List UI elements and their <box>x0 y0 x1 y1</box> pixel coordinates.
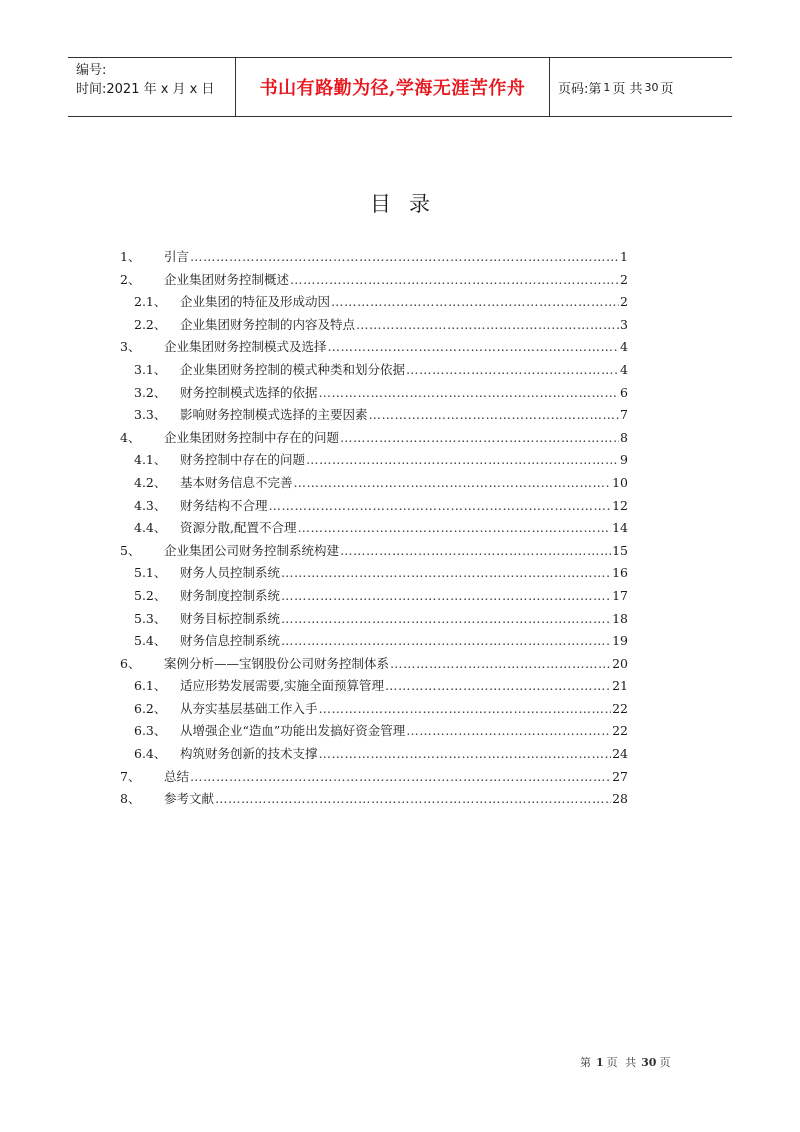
header-time-label: 时间:2021 年 x 月 x 日 <box>76 82 215 97</box>
toc-entry-label: 企业集团公司财务控制系统构建 <box>164 542 340 558</box>
toc-entry-label: 总结 <box>164 768 190 784</box>
header-meta-cell <box>68 58 236 116</box>
toc-entry-label: 财务人员控制系统 <box>180 565 281 581</box>
toc-entry-page: 22 <box>612 723 628 739</box>
footer-prefix: 第 <box>580 1056 593 1069</box>
footer-total: 30 <box>641 1056 657 1069</box>
toc-entry[interactable] <box>120 631 628 654</box>
toc-entry-page: 15 <box>612 542 628 558</box>
toc-entry-label: 企业集团财务控制的模式种类和划分依据 <box>180 361 406 377</box>
toc-entry-label: 企业集团的特征及形成动因 <box>180 294 331 310</box>
toc-entry-number: 6.4、 <box>134 746 167 762</box>
toc-entry-page: 3 <box>620 316 628 332</box>
toc-entry-page: 2 <box>620 294 628 310</box>
toc-entry-label: 影响财务控制模式选择的主要因素 <box>180 407 368 423</box>
toc-dot-leader <box>319 701 612 716</box>
toc-entry-number: 4.1、 <box>134 452 167 468</box>
toc-entry[interactable] <box>120 473 628 496</box>
footer-mid: 页 共 <box>606 1056 639 1069</box>
toc-entry-number: 5、 <box>120 542 141 558</box>
toc-entry[interactable] <box>120 586 628 609</box>
toc-entry-page: 19 <box>612 633 628 649</box>
toc-entry-page: 10 <box>612 474 628 490</box>
toc-entry-page: 2 <box>620 271 628 287</box>
toc-dot-leader <box>340 543 611 558</box>
toc-entry[interactable] <box>120 767 628 790</box>
toc-entry-label: 企业集团财务控制概述 <box>164 271 290 287</box>
toc-entry-number: 6.3、 <box>134 723 167 739</box>
footer-suffix: 页 <box>659 1056 673 1069</box>
toc-dot-leader <box>290 272 619 287</box>
toc-entry-page: 4 <box>620 339 628 355</box>
toc-entry-number: 2.1、 <box>134 294 167 310</box>
toc-entry-page: 7 <box>620 407 628 423</box>
toc-entry-label: 适应形势发展需要,实施全面预算管理 <box>180 678 384 694</box>
toc-entry[interactable] <box>120 518 628 541</box>
header-page-mid: 页 共 <box>612 81 643 97</box>
toc-dot-leader <box>328 339 620 354</box>
toc-entry-number: 4.3、 <box>134 497 167 513</box>
toc-entry-page: 18 <box>612 610 628 626</box>
toc-dot-leader <box>406 723 611 738</box>
toc-entry[interactable] <box>120 383 628 406</box>
toc-dot-leader <box>297 520 611 535</box>
toc-entry-page: 6 <box>620 384 628 400</box>
toc-entry-label: 企业集团财务控制的内容及特点 <box>180 316 356 332</box>
toc-dot-leader <box>319 746 612 761</box>
toc-entry-label: 财务信息控制系统 <box>180 633 281 649</box>
toc-entry[interactable] <box>120 337 628 360</box>
header-page-total: 30 <box>644 80 659 94</box>
toc-dot-leader <box>369 407 620 422</box>
header-motto-cell <box>236 58 550 116</box>
toc-entry-page: 28 <box>612 791 628 807</box>
toc-dot-leader <box>281 588 611 603</box>
toc-entry[interactable] <box>120 721 628 744</box>
header-page-suffix: 页 <box>660 81 674 97</box>
toc-entry-label: 参考文献 <box>164 791 215 807</box>
toc-dot-leader <box>340 430 619 445</box>
toc-entry[interactable] <box>120 428 628 451</box>
toc-entry-label: 财务控制中存在的问题 <box>180 452 306 468</box>
toc-entry-number: 2.2、 <box>134 316 167 332</box>
toc-entry-page: 20 <box>612 655 628 671</box>
toc-dot-leader <box>294 475 612 490</box>
toc-entry-label: 从增强企业“造血”功能出发搞好资金管理 <box>180 723 406 739</box>
toc-entry-label: 企业集团财务控制中存在的问题 <box>164 429 340 445</box>
toc-entry-number: 6、 <box>120 655 141 671</box>
toc-entry-number: 5.4、 <box>134 633 167 649</box>
toc-dot-leader <box>390 656 611 671</box>
toc-entry-page: 22 <box>612 700 628 716</box>
footer-current: 1 <box>596 1056 604 1069</box>
toc-entry-number: 3.3、 <box>134 407 167 423</box>
toc-entry[interactable] <box>120 496 628 519</box>
toc-entry-label: 从夯实基层基础工作入手 <box>180 700 318 716</box>
header-page-prefix: 页码:第 <box>558 81 602 97</box>
toc-entry[interactable] <box>120 699 628 722</box>
toc-dot-leader <box>319 385 620 400</box>
toc-entry[interactable] <box>120 247 628 270</box>
toc-dot-leader <box>269 498 612 513</box>
toc-dot-leader <box>281 633 611 648</box>
toc-entry-label: 案例分析——宝钢股份公司财务控制体系 <box>164 655 390 671</box>
toc-dot-leader <box>190 769 611 784</box>
toc-entry-number: 3.1、 <box>134 361 167 377</box>
toc-entry-page: 16 <box>612 565 628 581</box>
toc-dot-leader <box>331 294 619 309</box>
toc-entry-label: 资源分散,配置不合理 <box>180 520 297 536</box>
table-of-contents <box>120 247 628 812</box>
toc-entry[interactable] <box>120 563 628 586</box>
toc-entry-number: 6.2、 <box>134 700 167 716</box>
toc-entry-label: 构筑财务创新的技术支撑 <box>180 746 318 762</box>
header-page-current: 1 <box>603 80 611 94</box>
toc-entry[interactable] <box>120 676 628 699</box>
toc-entry-page: 12 <box>612 497 628 513</box>
toc-entry-page: 8 <box>620 429 628 445</box>
toc-entry[interactable] <box>120 315 628 338</box>
toc-entry-number: 2、 <box>120 271 141 287</box>
toc-entry-page: 9 <box>620 452 628 468</box>
toc-entry-number: 7、 <box>120 768 141 784</box>
toc-entry-label: 财务结构不合理 <box>180 497 268 513</box>
toc-entry-label: 基本财务信息不完善 <box>180 474 293 490</box>
toc-dot-leader <box>281 565 611 580</box>
toc-entry-page: 17 <box>612 587 628 603</box>
document-header <box>68 57 732 117</box>
toc-entry-number: 3.2、 <box>134 384 167 400</box>
header-motto: 书山有路勤为径,学海无涯苦作舟 <box>259 78 526 99</box>
toc-dot-leader <box>385 678 611 693</box>
header-number-label: 编号: <box>76 63 107 78</box>
toc-entry-number: 8、 <box>120 791 141 807</box>
toc-entry[interactable] <box>120 541 628 564</box>
toc-entry-page: 1 <box>620 249 628 264</box>
toc-entry-page: 27 <box>612 768 628 784</box>
toc-dot-leader <box>281 611 611 626</box>
toc-entry-label: 财务目标控制系统 <box>180 610 281 626</box>
toc-entry-number: 5.1、 <box>134 565 167 581</box>
header-page-cell <box>550 58 732 116</box>
toc-entry[interactable] <box>120 744 628 767</box>
toc-dot-leader <box>190 249 619 264</box>
toc-entry-number: 6.1、 <box>134 678 167 694</box>
toc-entry-number: 4.2、 <box>134 474 167 490</box>
toc-entry-number: 5.2、 <box>134 587 167 603</box>
toc-entry-page: 24 <box>612 746 628 762</box>
toc-dot-leader <box>356 317 619 332</box>
toc-entry[interactable] <box>120 450 628 473</box>
toc-entry-number: 5.3、 <box>134 610 167 626</box>
toc-entry[interactable] <box>120 609 628 632</box>
toc-entry-number: 4、 <box>120 429 141 445</box>
toc-entry-number: 4.4、 <box>134 520 167 536</box>
toc-dot-leader <box>215 791 611 806</box>
toc-entry-page: 14 <box>612 520 628 536</box>
toc-dot-leader <box>306 452 619 467</box>
toc-entry-label: 财务控制模式选择的依据 <box>180 384 318 400</box>
toc-title: 目录 <box>370 192 448 216</box>
toc-entry-number: 3、 <box>120 339 141 355</box>
toc-dot-leader <box>406 362 619 377</box>
toc-entry[interactable] <box>120 789 628 812</box>
toc-entry-label: 财务制度控制系统 <box>180 587 281 603</box>
toc-entry-number: 1、 <box>120 249 141 264</box>
toc-entry-label: 引言 <box>164 249 190 264</box>
toc-entry[interactable] <box>120 270 628 293</box>
toc-entry[interactable] <box>120 292 628 315</box>
toc-entry[interactable] <box>120 405 628 428</box>
toc-entry-page: 21 <box>612 678 628 694</box>
toc-entry-page: 4 <box>620 361 628 377</box>
page-footer <box>580 1054 672 1070</box>
toc-entry[interactable] <box>120 360 628 383</box>
toc-entry[interactable] <box>120 654 628 677</box>
toc-entry-label: 企业集团财务控制模式及选择 <box>164 339 327 355</box>
